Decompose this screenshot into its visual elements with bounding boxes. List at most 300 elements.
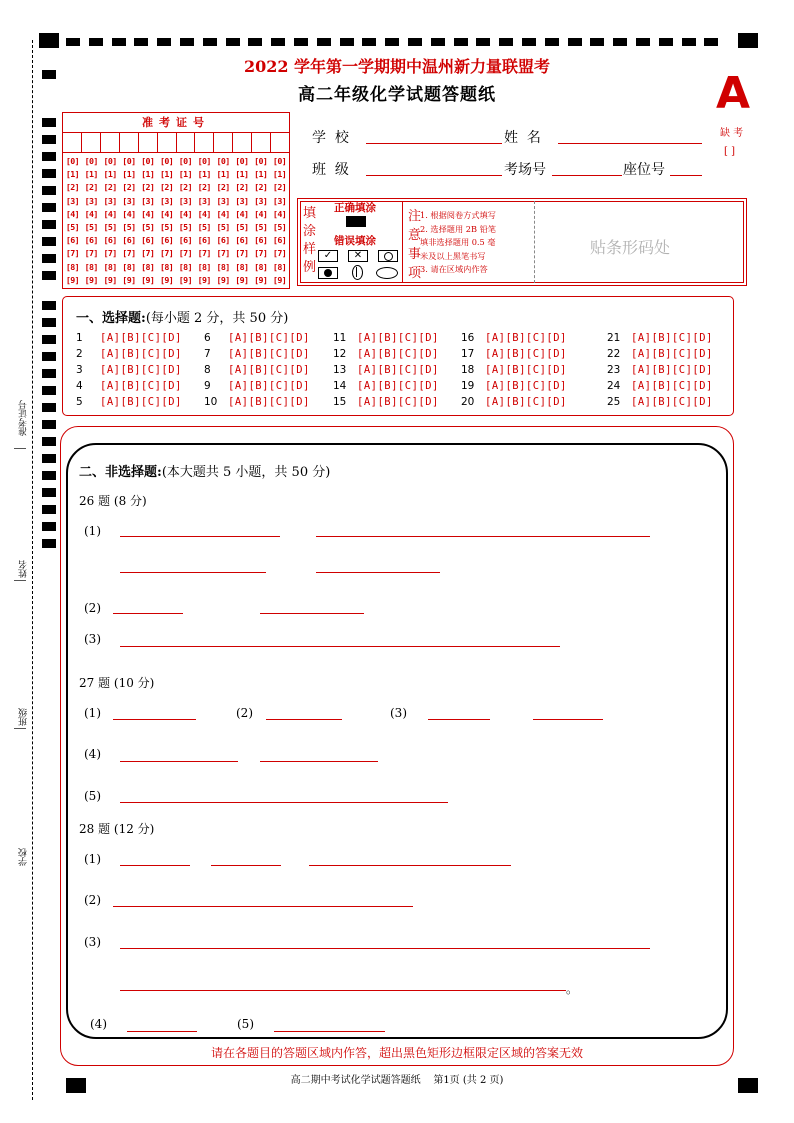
timing-mark <box>203 38 217 46</box>
timing-mark <box>659 38 673 46</box>
q28-4-answer[interactable] <box>127 1031 197 1032</box>
timing-mark <box>362 38 376 46</box>
id-digit-bubble[interactable]: [1] <box>197 169 211 180</box>
id-digit-bubble[interactable]: [0] <box>272 156 287 166</box>
id-digit-bubble[interactable]: [8] <box>84 261 98 272</box>
id-digit-bubble[interactable]: [9] <box>178 274 192 285</box>
q28-5-label: (5) <box>237 1017 254 1031</box>
id-digit-bubble[interactable]: [2] <box>197 182 211 193</box>
q27-4-label: (4) <box>84 747 101 761</box>
id-digit-bubble[interactable]: [7] <box>216 248 230 259</box>
id-digit-bubble[interactable]: [0] <box>254 156 268 166</box>
q28-3-answer-a[interactable] <box>120 948 650 949</box>
mcq-option-bubbles[interactable]: [A][B][C][D] <box>357 396 439 408</box>
id-digit-bubble[interactable]: [1] <box>272 169 287 180</box>
q26-2-answer-a[interactable] <box>113 613 183 614</box>
id-digit-column <box>251 155 270 287</box>
dot-mark-icon <box>318 267 338 279</box>
exam-room-label: 考场号 <box>504 162 546 178</box>
id-digit-bubble[interactable]: [5] <box>141 222 155 233</box>
correct-fill-example <box>346 216 366 227</box>
instructions-box <box>297 198 747 286</box>
mcq-option-bubbles[interactable]: [A][B][C][D] <box>485 364 567 376</box>
id-digit-bubble[interactable]: [5] <box>122 222 136 233</box>
id-digit-bubble[interactable]: [0] <box>235 156 249 166</box>
id-write-box[interactable] <box>158 133 177 152</box>
timing-mark <box>42 471 56 480</box>
id-digit-column <box>270 155 289 287</box>
mcq-option-bubbles[interactable]: [A][B][C][D] <box>228 364 310 376</box>
id-digit-bubble[interactable]: [5] <box>84 222 98 233</box>
nonmcq-title: 二、非选择题:(本大题共 5 小题，共 50 分) <box>79 465 331 480</box>
id-digit-bubble[interactable]: [5] <box>159 222 174 233</box>
timing-mark <box>42 386 56 395</box>
timing-mark <box>590 38 604 46</box>
id-digit-bubble[interactable]: [4] <box>254 208 268 219</box>
timing-mark <box>42 335 56 344</box>
mcq-option-bubbles[interactable]: [A][B][C][D] <box>228 332 310 344</box>
id-digit-bubble[interactable]: [3] <box>178 195 192 206</box>
exam-id-bubbles[interactable] <box>63 153 289 287</box>
timing-mark <box>157 38 171 46</box>
timing-mark <box>42 118 56 127</box>
mcq-number: 15 <box>333 396 347 408</box>
id-digit-bubble[interactable]: [1] <box>84 169 98 180</box>
id-digit-bubble[interactable]: [5] <box>254 222 268 233</box>
id-digit-bubble[interactable]: [3] <box>197 195 211 206</box>
id-digit-bubble[interactable]: [0] <box>197 156 211 166</box>
id-digit-column <box>176 155 195 287</box>
id-digit-bubble[interactable]: [6] <box>197 235 211 246</box>
mcq-number: 1 <box>76 332 83 344</box>
fill-label-char: 涂 <box>303 224 317 239</box>
mcq-option-bubbles[interactable]: [A][B][C][D] <box>631 332 713 344</box>
mcq-number: 10 <box>204 396 218 408</box>
mcq-number: 12 <box>333 348 347 360</box>
timing-mark <box>42 488 56 497</box>
id-digit-bubble[interactable]: [1] <box>122 169 136 180</box>
mcq-number: 8 <box>204 364 211 376</box>
mcq-title: 一、选择题:(每小题 2 分，共 50 分) <box>76 311 289 326</box>
id-digit-bubble[interactable]: [2] <box>122 182 136 193</box>
seat-label: 座位号 <box>623 162 665 178</box>
mcq-number: 5 <box>76 396 83 408</box>
id-digit-bubble[interactable]: [2] <box>141 182 155 193</box>
timing-mark <box>42 318 56 327</box>
id-digit-bubble[interactable]: [1] <box>235 169 249 180</box>
id-write-box[interactable] <box>120 133 139 152</box>
mcq-number: 6 <box>204 332 211 344</box>
id-digit-bubble[interactable]: [0] <box>103 156 117 166</box>
id-digit-bubble[interactable]: [2] <box>235 182 249 193</box>
id-digit-bubble[interactable]: [7] <box>235 248 249 259</box>
q28-1-answer-a[interactable] <box>120 865 190 866</box>
timing-mark <box>180 38 194 46</box>
mcq-option-bubbles[interactable]: [A][B][C][D] <box>357 364 439 376</box>
id-digit-bubble[interactable]: [6] <box>254 235 268 246</box>
mcq-option-bubbles[interactable]: [A][B][C][D] <box>485 396 567 408</box>
q27-4-answer-a[interactable] <box>120 761 238 762</box>
q28-1-answer-b[interactable] <box>211 865 281 866</box>
q27-title: 27 题 (10 分) <box>79 676 155 690</box>
timing-mark <box>42 522 56 531</box>
id-digit-bubble[interactable]: [1] <box>103 169 117 180</box>
id-digit-bubble[interactable]: [8] <box>272 261 287 272</box>
id-digit-bubble[interactable]: [3] <box>84 195 98 206</box>
id-digit-bubble[interactable]: [1] <box>254 169 268 180</box>
q28-4-label: (4) <box>90 1017 107 1031</box>
q27-3-answer-b[interactable] <box>533 719 603 720</box>
timing-mark <box>545 38 559 46</box>
note-item: 1. 根据阅卷方式填写 <box>420 210 496 220</box>
id-digit-bubble[interactable]: [8] <box>235 261 249 272</box>
school-field[interactable] <box>366 143 502 144</box>
mcq-option-bubbles[interactable]: [A][B][C][D] <box>485 380 567 392</box>
id-digit-bubble[interactable]: [7] <box>84 248 98 259</box>
id-digit-bubble[interactable]: [3] <box>122 195 136 206</box>
id-digit-bubble[interactable]: [9] <box>65 274 79 285</box>
id-digit-bubble[interactable]: [4] <box>141 208 155 219</box>
timing-mark <box>42 220 56 229</box>
id-digit-bubble[interactable]: [7] <box>103 248 117 259</box>
timing-mark <box>317 38 331 46</box>
id-digit-bubble[interactable]: [2] <box>65 182 79 193</box>
mcq-option-bubbles[interactable]: [A][B][C][D] <box>100 348 182 360</box>
id-write-box[interactable] <box>233 133 252 152</box>
id-digit-bubble[interactable]: [9] <box>103 274 117 285</box>
mcq-number: 20 <box>461 396 475 408</box>
id-digit-bubble[interactable]: [0] <box>216 156 230 166</box>
q26-3-label: (3) <box>84 632 101 646</box>
mcq-option-bubbles[interactable]: [A][B][C][D] <box>631 396 713 408</box>
timing-mark <box>42 135 56 144</box>
q28-2-answer[interactable] <box>113 906 413 907</box>
id-digit-bubble[interactable]: [0] <box>122 156 136 166</box>
name-label: 姓 名 <box>504 130 541 146</box>
id-digit-bubble[interactable]: [2] <box>178 182 192 193</box>
timing-mark <box>42 237 56 246</box>
mcq-number: 24 <box>607 380 621 392</box>
id-digit-bubble[interactable]: [8] <box>122 261 136 272</box>
id-digit-bubble[interactable]: [4] <box>159 208 174 219</box>
id-digit-column <box>82 155 101 287</box>
timing-mark <box>42 420 56 429</box>
id-digit-bubble[interactable]: [9] <box>159 274 174 285</box>
id-digit-bubble[interactable]: [7] <box>197 248 211 259</box>
q26-1-answer-b[interactable] <box>316 536 650 537</box>
q26-1-answer-d[interactable] <box>316 572 440 573</box>
circle-mark-icon <box>378 250 398 262</box>
q27-2-answer[interactable] <box>266 719 342 720</box>
id-digit-bubble[interactable]: [6] <box>178 235 192 246</box>
mcq-option-bubbles[interactable]: [A][B][C][D] <box>100 396 182 408</box>
q26-1-answer-a[interactable] <box>120 536 280 537</box>
id-digit-bubble[interactable]: [7] <box>159 248 174 259</box>
id-digit-bubble[interactable]: [3] <box>272 195 287 206</box>
mcq-option-bubbles[interactable]: [A][B][C][D] <box>228 380 310 392</box>
id-digit-bubble[interactable]: [5] <box>197 222 211 233</box>
id-digit-bubble[interactable]: [3] <box>159 195 174 206</box>
id-write-box[interactable] <box>195 133 214 152</box>
mcq-number: 23 <box>607 364 621 376</box>
q28-3-label: (3) <box>84 935 101 949</box>
id-digit-bubble[interactable]: [0] <box>65 156 79 166</box>
side-label-school: 学校 <box>19 848 29 866</box>
id-digit-bubble[interactable]: [5] <box>272 222 287 233</box>
id-digit-bubble[interactable]: [2] <box>216 182 230 193</box>
mcq-number: 25 <box>607 396 621 408</box>
mcq-number: 22 <box>607 348 621 360</box>
timing-mark <box>248 38 262 46</box>
id-digit-bubble[interactable]: [3] <box>254 195 268 206</box>
cut-line <box>32 40 33 1100</box>
exam-id-title: 准考证号 <box>63 113 289 133</box>
timing-mark <box>42 152 56 161</box>
timing-mark <box>42 169 56 178</box>
q27-3-answer-a[interactable] <box>428 719 490 720</box>
id-write-box[interactable] <box>271 133 289 152</box>
id-digit-column <box>157 155 176 287</box>
q27-4-answer-b[interactable] <box>260 761 378 762</box>
id-digit-bubble[interactable]: [4] <box>84 208 98 219</box>
id-digit-bubble[interactable]: [3] <box>65 195 79 206</box>
q28-2-label: (2) <box>84 893 101 907</box>
timing-mark <box>42 539 56 548</box>
q26-3-answer[interactable] <box>120 646 560 647</box>
id-write-box[interactable] <box>252 133 271 152</box>
q28-1-answer-c[interactable] <box>309 865 511 866</box>
id-write-box[interactable] <box>139 133 158 152</box>
id-digit-bubble[interactable]: [9] <box>84 274 98 285</box>
mcq-option-bubbles[interactable]: [A][B][C][D] <box>228 396 310 408</box>
mcq-number: 16 <box>461 332 475 344</box>
timing-mark <box>42 301 56 310</box>
mcq-number: 2 <box>76 348 83 360</box>
id-digit-bubble[interactable]: [1] <box>216 169 230 180</box>
id-digit-bubble[interactable]: [9] <box>272 274 287 285</box>
mcq-option-bubbles[interactable]: [A][B][C][D] <box>228 348 310 360</box>
q27-5-answer[interactable] <box>120 802 448 803</box>
q26-2-answer-b[interactable] <box>260 613 364 614</box>
mcq-option-bubbles[interactable]: [A][B][C][D] <box>631 364 713 376</box>
q28-3-answer-b[interactable] <box>120 990 566 991</box>
name-field[interactable] <box>558 143 702 144</box>
id-write-box[interactable] <box>63 133 82 152</box>
mcq-option-bubbles[interactable]: [A][B][C][D] <box>357 348 439 360</box>
id-digit-bubble[interactable]: [0] <box>84 156 98 166</box>
id-digit-bubble[interactable]: [3] <box>141 195 155 206</box>
id-digit-bubble[interactable]: [4] <box>178 208 192 219</box>
id-digit-bubble[interactable]: [5] <box>103 222 117 233</box>
fill-label-char: 填 <box>303 206 317 221</box>
timing-mark <box>476 38 490 46</box>
mcq-number: 4 <box>76 380 83 392</box>
id-digit-bubble[interactable]: [6] <box>159 235 174 246</box>
timing-mark <box>42 505 56 514</box>
id-digit-column <box>101 155 120 287</box>
id-digit-bubble[interactable]: [5] <box>235 222 249 233</box>
id-digit-bubble[interactable]: [2] <box>84 182 98 193</box>
id-digit-bubble[interactable]: [7] <box>254 248 268 259</box>
class-field[interactable] <box>366 175 502 176</box>
notes-label-char: 事 <box>408 247 422 262</box>
id-digit-bubble[interactable]: [3] <box>235 195 249 206</box>
id-digit-bubble[interactable]: [2] <box>103 182 117 193</box>
id-write-box[interactable] <box>214 133 233 152</box>
id-digit-bubble[interactable]: [6] <box>65 235 79 246</box>
absent-checkbox[interactable]: [ ] <box>724 146 735 157</box>
timing-mark <box>522 38 536 46</box>
timing-mark <box>112 38 126 46</box>
timing-mark <box>42 203 56 212</box>
q26-1-answer-c[interactable] <box>120 572 266 573</box>
id-digit-bubble[interactable]: [3] <box>103 195 117 206</box>
id-digit-bubble[interactable]: [1] <box>65 169 79 180</box>
class-label: 班 级 <box>312 162 349 178</box>
nonmcq-answer-frame <box>66 443 728 1039</box>
id-digit-bubble[interactable]: [8] <box>65 261 79 272</box>
timing-mark <box>66 38 80 46</box>
id-digit-bubble[interactable]: [7] <box>141 248 155 259</box>
id-digit-bubble[interactable]: [4] <box>103 208 117 219</box>
mcq-number: 19 <box>461 380 475 392</box>
notes-label-char: 项 <box>408 266 422 281</box>
id-digit-bubble[interactable]: [2] <box>254 182 268 193</box>
id-digit-bubble[interactable]: [4] <box>122 208 136 219</box>
timing-mark <box>568 38 582 46</box>
id-digit-bubble[interactable]: [0] <box>159 156 174 166</box>
id-digit-bubble[interactable]: [1] <box>178 169 192 180</box>
id-write-box[interactable] <box>101 133 120 152</box>
id-digit-bubble[interactable]: [3] <box>216 195 230 206</box>
mcq-option-bubbles[interactable]: [A][B][C][D] <box>485 348 567 360</box>
id-digit-bubble[interactable]: [6] <box>272 235 287 246</box>
timing-mark <box>42 403 56 412</box>
fill-label-char: 样 <box>303 242 317 257</box>
mcq-option-bubbles[interactable]: [A][B][C][D] <box>485 332 567 344</box>
id-digit-bubble[interactable]: [9] <box>216 274 230 285</box>
vertical-oval-mark-icon <box>352 265 363 280</box>
id-write-box[interactable] <box>82 133 101 152</box>
id-digit-bubble[interactable]: [9] <box>254 274 268 285</box>
id-digit-bubble[interactable]: [6] <box>122 235 136 246</box>
timing-mark <box>42 437 56 446</box>
id-digit-bubble[interactable]: [6] <box>103 235 117 246</box>
id-digit-bubble[interactable]: [0] <box>178 156 192 166</box>
id-digit-bubble[interactable]: [8] <box>197 261 211 272</box>
id-digit-bubble[interactable]: [5] <box>178 222 192 233</box>
id-digit-bubble[interactable]: [4] <box>216 208 230 219</box>
id-digit-bubble[interactable]: [9] <box>122 274 136 285</box>
timing-mark <box>613 38 627 46</box>
mcq-number: 7 <box>204 348 211 360</box>
mcq-option-bubbles[interactable]: [A][B][C][D] <box>100 332 182 344</box>
notes-label-char: 意 <box>408 228 422 243</box>
id-digit-bubble[interactable]: [4] <box>235 208 249 219</box>
id-digit-bubble[interactable]: [9] <box>197 274 211 285</box>
id-digit-bubble[interactable]: [8] <box>141 261 155 272</box>
id-digit-bubble[interactable]: [5] <box>216 222 230 233</box>
id-digit-bubble[interactable]: [7] <box>178 248 192 259</box>
id-digit-bubble[interactable]: [8] <box>178 261 192 272</box>
correct-fill-label: 正确填涂 <box>334 202 376 214</box>
absent-label: 缺 考 <box>720 128 744 139</box>
id-digit-bubble[interactable]: [4] <box>272 208 287 219</box>
id-digit-bubble[interactable]: [4] <box>65 208 79 219</box>
timing-mark <box>42 186 56 195</box>
timing-mark <box>636 38 650 46</box>
q27-5-label: (5) <box>84 789 101 803</box>
id-digit-bubble[interactable]: [1] <box>159 169 174 180</box>
timing-mark <box>385 38 399 46</box>
notes-list <box>420 209 496 277</box>
q27-2-label: (2) <box>236 706 253 720</box>
id-digit-column <box>214 155 233 287</box>
mcq-option-bubbles[interactable]: [A][B][C][D] <box>357 332 439 344</box>
exam-title: 2022 学年第一学期期中温州新力量联盟考 <box>243 57 551 76</box>
id-digit-bubble[interactable]: [6] <box>235 235 249 246</box>
timing-mark <box>704 38 718 46</box>
q28-3-period: 。 <box>566 982 579 996</box>
mcq-number: 3 <box>76 364 83 376</box>
mcq-option-bubbles[interactable]: [A][B][C][D] <box>631 380 713 392</box>
id-digit-bubble[interactable]: [8] <box>254 261 268 272</box>
sheet-subtitle: 高二年级化学试题答题纸 <box>298 85 496 105</box>
q28-1-label: (1) <box>84 852 101 866</box>
horizontal-oval-mark-icon <box>376 267 398 279</box>
id-digit-bubble[interactable]: [0] <box>141 156 155 166</box>
id-digit-bubble[interactable]: [7] <box>65 248 79 259</box>
mcq-option-bubbles[interactable]: [A][B][C][D] <box>357 380 439 392</box>
timing-mark <box>499 38 513 46</box>
id-digit-bubble[interactable]: [8] <box>103 261 117 272</box>
id-write-box[interactable] <box>177 133 196 152</box>
id-digit-bubble[interactable]: [8] <box>159 261 174 272</box>
cross-mark-icon: ✕ <box>348 250 368 262</box>
timing-mark <box>42 352 56 361</box>
id-digit-bubble[interactable]: [7] <box>122 248 136 259</box>
id-digit-bubble[interactable]: [7] <box>272 248 287 259</box>
q27-3-label: (3) <box>390 706 407 720</box>
timing-mark <box>42 254 56 263</box>
q27-1-answer[interactable] <box>113 719 196 720</box>
q28-5-answer[interactable] <box>274 1031 385 1032</box>
id-digit-bubble[interactable]: [5] <box>65 222 79 233</box>
id-digit-bubble[interactable]: [8] <box>216 261 230 272</box>
id-digit-bubble[interactable]: [1] <box>141 169 155 180</box>
id-digit-bubble[interactable]: [2] <box>272 182 287 193</box>
exam-id-write-boxes[interactable] <box>63 133 289 153</box>
mcq-option-bubbles[interactable]: [A][B][C][D] <box>100 364 182 376</box>
mcq-number: 17 <box>461 348 475 360</box>
id-digit-bubble[interactable]: [6] <box>84 235 98 246</box>
id-digit-bubble[interactable]: [6] <box>216 235 230 246</box>
timing-mark <box>226 38 240 46</box>
timing-mark <box>42 369 56 378</box>
id-digit-bubble[interactable]: [2] <box>159 182 174 193</box>
seat-field[interactable] <box>670 175 702 176</box>
timing-mark <box>294 38 308 46</box>
mcq-option-bubbles[interactable]: [A][B][C][D] <box>631 348 713 360</box>
id-digit-bubble[interactable]: [9] <box>141 274 155 285</box>
id-digit-bubble[interactable]: [4] <box>197 208 211 219</box>
id-digit-bubble[interactable]: [6] <box>141 235 155 246</box>
mcq-option-bubbles[interactable]: [A][B][C][D] <box>100 380 182 392</box>
note-item: 2. 选择题用 2B 铅笔 <box>420 223 496 234</box>
exam-room-field[interactable] <box>552 175 622 176</box>
id-digit-bubble[interactable]: [9] <box>235 274 249 285</box>
timing-mark <box>42 454 56 463</box>
